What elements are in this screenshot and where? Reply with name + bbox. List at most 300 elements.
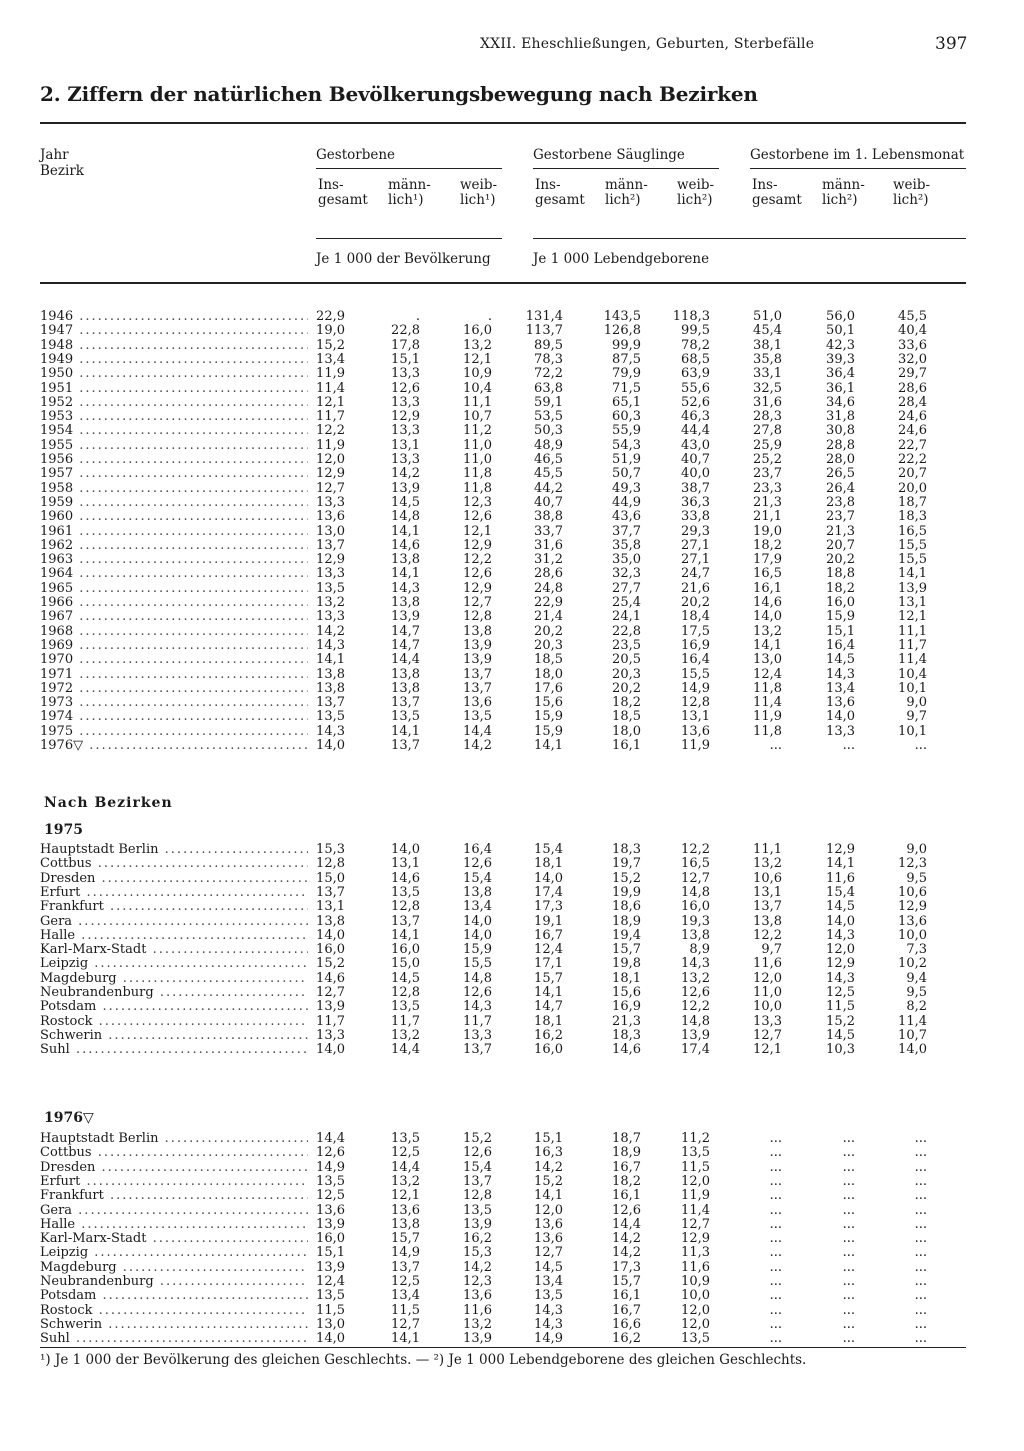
table-cell: 15,1 <box>534 1131 563 1146</box>
table-cell: ... <box>914 738 927 753</box>
table-cell: 17,3 <box>534 899 563 915</box>
table-cell: 15,9 <box>463 942 492 958</box>
year-row-label-text: 1975 <box>40 724 74 739</box>
group-header-lebensmonat: Gestorbene im 1. Lebensmonat <box>750 147 965 163</box>
table-cell: 99,9 <box>612 337 641 353</box>
table-cell: 13,9 <box>316 999 345 1015</box>
table-cell: 11,2 <box>463 423 492 439</box>
bezirk-1975-row <box>0 900 1024 914</box>
table-cell: 21,1 <box>753 509 782 525</box>
subheader-s-ins-2: gesamt <box>535 192 585 208</box>
table-cell: 63,8 <box>534 380 563 396</box>
table-cell: 9,7 <box>761 942 782 958</box>
bezirk-1975-row-label-text: Dresden <box>40 871 96 886</box>
table-cell: ... <box>769 1159 782 1175</box>
table-cell: 14,0 <box>753 609 782 625</box>
table-cell: 11,7 <box>316 1013 345 1029</box>
year-row-label-text: 1962 <box>40 538 74 553</box>
table-cell: 38,7 <box>681 480 710 496</box>
table-cell: ... <box>914 1173 927 1189</box>
year-row <box>0 339 1024 353</box>
table-cell: 16,7 <box>534 927 563 943</box>
table-cell: ... <box>769 1173 782 1189</box>
table-cell: 13,2 <box>391 1027 420 1043</box>
bezirk-1975-row <box>0 943 1024 957</box>
table-cell: 11,5 <box>681 1159 710 1175</box>
year-row <box>0 582 1024 596</box>
table-cell: 12,6 <box>612 1202 641 1218</box>
table-cell: 12,6 <box>463 509 492 525</box>
table-cell: 25,9 <box>753 437 782 453</box>
table-cell: 13,1 <box>681 709 710 725</box>
table-cell: 35,8 <box>753 351 782 367</box>
table-cell: 14,0 <box>534 870 563 886</box>
table-cell: 13,1 <box>391 856 420 872</box>
table-cell: 18,1 <box>612 970 641 986</box>
table-cell: 15,7 <box>391 1231 420 1247</box>
table-cell: 46,5 <box>534 452 563 467</box>
table-cell: 15,1 <box>391 351 420 367</box>
bezirk-1975-row <box>0 1015 1024 1029</box>
subheader-l-ins-2: gesamt <box>752 192 802 208</box>
table-cell: 18,3 <box>898 509 927 525</box>
table-cell: 13,2 <box>753 856 782 872</box>
table-cell: ... <box>842 1316 855 1332</box>
table-cell: 13,9 <box>463 652 492 668</box>
table-cell: 23,7 <box>753 466 782 482</box>
table-cell: 15,4 <box>463 1159 492 1175</box>
table-cell: 12,9 <box>463 537 492 553</box>
table-cell: 13,4 <box>391 1288 420 1304</box>
table-cell: ... <box>914 1274 927 1289</box>
bezirk-1975-row <box>0 1029 1024 1043</box>
table-cell: 11,9 <box>316 366 345 382</box>
subheader-l-m-1: männ- <box>822 177 865 193</box>
table-cell: 12,1 <box>463 351 492 367</box>
table-cell: 14,4 <box>316 1131 345 1146</box>
table-cell: 10,6 <box>753 870 782 886</box>
table-cell: 10,0 <box>681 1288 710 1304</box>
table-cell: 16,1 <box>612 1288 641 1304</box>
table-cell: 15,4 <box>463 870 492 886</box>
table-cell: 14,1 <box>534 985 563 1000</box>
table-cell: 14,5 <box>391 494 420 510</box>
table-cell: 11,6 <box>826 870 855 886</box>
year-row <box>0 710 1024 724</box>
table-cell: ... <box>769 1216 782 1232</box>
year-row-label-text: 1956 <box>40 453 74 467</box>
table-cell: 19,4 <box>612 927 641 943</box>
table-cell: 24,8 <box>534 580 563 596</box>
table-cell: 51,0 <box>753 309 782 324</box>
year-row-label-text: 1976▽ <box>40 739 84 753</box>
bezirk-1975-row-label-text: Frankfurt <box>40 900 104 915</box>
table-cell: 13,8 <box>463 884 492 900</box>
table-cell: 10,6 <box>898 884 927 900</box>
table-cell: 15,1 <box>826 623 855 639</box>
bezirk-1976-row-label-text: Cottbus <box>40 1146 92 1161</box>
table-cell: 10,0 <box>898 927 927 943</box>
table-cell: ... <box>769 1316 782 1332</box>
table-cell: 18,5 <box>612 709 641 725</box>
table-cell: ... <box>769 1274 782 1289</box>
table-cell: 40,7 <box>534 494 563 510</box>
table-cell: 11,9 <box>316 437 345 453</box>
running-header: XXII. Eheschließungen, Geburten, Sterbefälle <box>480 36 815 52</box>
table-cell: 45,4 <box>753 323 782 339</box>
table-cell: 12,7 <box>316 480 345 496</box>
table-cell: 16,5 <box>898 523 927 539</box>
table-cell: 12,9 <box>826 956 855 972</box>
year-row <box>0 453 1024 467</box>
table-cell: 14,1 <box>391 523 420 539</box>
year-row-label-text: 1952 <box>40 395 74 410</box>
table-cell: ... <box>914 1231 927 1247</box>
table-cell: 14,0 <box>898 1042 927 1058</box>
table-cell: 8,9 <box>689 942 710 958</box>
table-cell: 31,8 <box>826 409 855 425</box>
table-cell: 31,6 <box>753 394 782 410</box>
subheader-s-m-1: männ- <box>605 177 648 193</box>
table-cell: 17,5 <box>681 623 710 639</box>
table-cell: 131,4 <box>525 309 563 324</box>
table-cell: 33,1 <box>753 366 782 382</box>
table-cell: 11,5 <box>316 1302 345 1318</box>
table-cell: ... <box>914 1288 927 1304</box>
year-row <box>0 596 1024 610</box>
table-cell: 14,2 <box>391 466 420 482</box>
table-cell: 32,3 <box>612 566 641 582</box>
bezirk-1975-row-label-text: Neubrandenburg <box>40 986 154 1000</box>
table-cell: 13,3 <box>391 394 420 410</box>
year-row-label-text: 1969 <box>40 638 74 653</box>
table-cell: 49,3 <box>612 480 641 496</box>
table-cell: 23,7 <box>826 509 855 525</box>
table-cell: 12,6 <box>391 380 420 396</box>
table-cell: ... <box>769 1259 782 1275</box>
table-cell: 39,3 <box>826 351 855 367</box>
table-cell: 13,6 <box>898 913 927 929</box>
table-cell: 14,3 <box>826 970 855 986</box>
table-cell: 12,6 <box>463 1145 492 1161</box>
bezirk-1976-row <box>0 1304 1024 1318</box>
group-rule-3 <box>750 168 966 169</box>
table-cell: 12,6 <box>463 985 492 1000</box>
table-cell: 12,5 <box>391 1274 420 1289</box>
table-cell: 13,8 <box>681 927 710 943</box>
table-cell: 29,7 <box>898 366 927 382</box>
table-cell: 13,1 <box>316 899 345 915</box>
table-cell: 11,8 <box>753 680 782 696</box>
table-cell: 14,0 <box>391 842 420 857</box>
table-cell: ... <box>914 1331 927 1347</box>
table-cell: 15,2 <box>534 1173 563 1189</box>
year-row-label-text: 1957 <box>40 467 74 482</box>
table-cell: ... <box>842 1245 855 1261</box>
bezirk-1975-row <box>0 929 1024 943</box>
table-cell: 16,0 <box>534 1042 563 1058</box>
table-cell: 50,3 <box>534 423 563 439</box>
table-cell: 18,4 <box>681 609 710 625</box>
table-cell: 16,0 <box>316 1231 345 1247</box>
table-cell: 14,2 <box>612 1231 641 1247</box>
table-cell: 35,0 <box>612 552 641 568</box>
table-cell: 12,5 <box>826 985 855 1000</box>
table-cell: 11,4 <box>316 380 345 396</box>
table-cell: 28,8 <box>826 437 855 453</box>
table-cell: 11,1 <box>753 842 782 857</box>
subheader-s-ins-1: Ins- <box>535 177 561 193</box>
table-cell: 16,5 <box>753 566 782 582</box>
table-cell: 30,8 <box>826 423 855 439</box>
table-cell: 46,3 <box>681 409 710 425</box>
subheader-l-w-2: lich²) <box>893 192 929 208</box>
bezirk-1975-row <box>0 886 1024 900</box>
table-cell: 13,6 <box>316 509 345 525</box>
table-cell: 14,7 <box>391 623 420 639</box>
table-cell: 14,3 <box>826 927 855 943</box>
table-cell: 14,6 <box>391 537 420 553</box>
table-cell: 14,3 <box>391 580 420 596</box>
table-cell: 12,9 <box>316 552 345 568</box>
table-cell: 13,6 <box>534 1231 563 1247</box>
table-cell: 10,3 <box>826 1042 855 1058</box>
table-cell: 15,0 <box>391 956 420 972</box>
table-cell: . <box>487 309 492 324</box>
table-cell: 13,2 <box>753 623 782 639</box>
table-cell: 10,1 <box>898 680 927 696</box>
table-cell: 12,8 <box>463 609 492 625</box>
table-cell: 15,3 <box>316 842 345 857</box>
section-1976-heading: 1976▽ <box>44 1110 94 1126</box>
subheader-g-m-1: männ- <box>388 177 431 193</box>
bezirk-1976-row <box>0 1261 1024 1275</box>
table-cell: 12,2 <box>316 423 345 439</box>
table-cell: 143,5 <box>603 309 641 324</box>
table-cell: 13,7 <box>391 913 420 929</box>
bezirk-1975-row-label-text: Suhl <box>40 1043 70 1058</box>
table-cell: 13,3 <box>316 494 345 510</box>
table-cell: 18,9 <box>612 1145 641 1161</box>
bezirk-1975-row <box>0 957 1024 971</box>
table-cell: 17,9 <box>753 552 782 568</box>
table-cell: 28,4 <box>898 394 927 410</box>
table-cell: 10,9 <box>463 366 492 382</box>
table-cell: 13,6 <box>463 695 492 711</box>
table-cell: 13,8 <box>316 680 345 696</box>
subheader-g-ins-2: gesamt <box>318 192 368 208</box>
table-cell: 14,9 <box>681 680 710 696</box>
table-cell: 13,7 <box>463 1173 492 1189</box>
table-cell: 27,1 <box>681 537 710 553</box>
table-cell: 18,7 <box>612 1131 641 1146</box>
table-cell: 38,1 <box>753 337 782 353</box>
table-cell: 20,2 <box>612 680 641 696</box>
bezirk-1976-row <box>0 1246 1024 1260</box>
bezirk-1975-row-label-text: Schwerin <box>40 1028 103 1043</box>
table-cell: 13,5 <box>391 709 420 725</box>
table-cell: 9,0 <box>906 695 927 711</box>
table-cell: 23,3 <box>753 480 782 496</box>
table-cell: 16,1 <box>612 738 641 753</box>
table-cell: 12,3 <box>463 494 492 510</box>
table-cell: 14,1 <box>534 738 563 753</box>
table-cell: 16,1 <box>612 1188 641 1204</box>
table-cell: 12,2 <box>681 999 710 1015</box>
table-cell: 13,2 <box>391 1173 420 1189</box>
table-cell: 18,6 <box>612 899 641 915</box>
table-cell: ... <box>769 1188 782 1204</box>
table-cell: 12,6 <box>316 1145 345 1161</box>
table-cell: 13,7 <box>391 695 420 711</box>
table-cell: 14,0 <box>316 927 345 943</box>
year-row-label-text: 1953 <box>40 410 74 425</box>
nach-bezirken-heading: Nach Bezirken <box>44 795 173 811</box>
table-cell: 13,3 <box>316 566 345 582</box>
table-cell: 27,8 <box>753 423 782 439</box>
table-cell: 38,8 <box>534 509 563 525</box>
table-cell: 13,8 <box>316 913 345 929</box>
bezirk-1976-row-label-text: Magdeburg <box>40 1260 117 1275</box>
table-cell: 12,9 <box>898 899 927 915</box>
table-cell: 17,4 <box>681 1042 710 1058</box>
table-cell: 13,7 <box>463 666 492 682</box>
table-cell: ... <box>769 738 782 753</box>
table-cell: 14,4 <box>391 1042 420 1058</box>
table-cell: 23,5 <box>612 637 641 653</box>
table-cell: 13,1 <box>898 595 927 610</box>
table-cell: ... <box>769 1302 782 1318</box>
table-cell: 21,3 <box>753 494 782 510</box>
bezirk-1976-row-label-text: Dresden <box>40 1160 96 1175</box>
table-cell: 21,4 <box>534 609 563 625</box>
bezirk-1976-row-label-text: Leipzig <box>40 1246 89 1261</box>
table-cell: 36,1 <box>826 380 855 396</box>
table-cell: 18,7 <box>898 494 927 510</box>
table-cell: 55,9 <box>612 423 641 439</box>
year-row-label-text: 1972 <box>40 681 74 696</box>
table-cell: 13,7 <box>463 1042 492 1058</box>
table-cell: 19,8 <box>612 956 641 972</box>
table-cell: 13,9 <box>391 480 420 496</box>
table-cell: 13,8 <box>391 595 420 610</box>
table-cell: 16,2 <box>612 1331 641 1347</box>
year-row-label-text: 1946 <box>40 310 74 324</box>
bezirk-1975-row <box>0 1000 1024 1014</box>
table-cell: ... <box>842 1288 855 1304</box>
table-cell: 17,1 <box>534 956 563 972</box>
table-cell: 15,4 <box>534 842 563 857</box>
table-cell: 34,6 <box>826 394 855 410</box>
table-cell: 78,2 <box>681 337 710 353</box>
table-cell: 13,8 <box>391 680 420 696</box>
table-cell: 13,8 <box>753 913 782 929</box>
table-cell: 11,8 <box>463 466 492 482</box>
bezirk-1975-row-label-text: Gera <box>40 914 73 929</box>
table-cell: 13,7 <box>463 680 492 696</box>
table-cell: 12,0 <box>681 1316 710 1332</box>
bezirk-1976-row-label-text: Schwerin <box>40 1317 103 1332</box>
bezirk-1976-row <box>0 1332 1024 1346</box>
table-cell: 11,5 <box>826 999 855 1015</box>
table-cell: 9,0 <box>906 842 927 857</box>
year-row <box>0 353 1024 367</box>
year-row-label-text: 1954 <box>40 424 74 439</box>
table-cell: 12,6 <box>681 985 710 1000</box>
table-cell: 12,7 <box>463 595 492 610</box>
table-cell: 19,9 <box>612 884 641 900</box>
table-cell: 40,7 <box>681 452 710 467</box>
table-cell: 22,8 <box>391 323 420 339</box>
table-cell: 14,4 <box>612 1216 641 1232</box>
table-cell: 10,4 <box>463 380 492 396</box>
table-cell: 26,4 <box>826 480 855 496</box>
table-cell: ... <box>914 1316 927 1332</box>
table-cell: 15,5 <box>898 552 927 568</box>
group-header-saeuglinge: Gestorbene Säuglinge <box>533 147 685 163</box>
table-cell: 13,4 <box>826 680 855 696</box>
table-cell: 12,7 <box>316 985 345 1000</box>
table-cell: 19,3 <box>681 913 710 929</box>
table-cell: 17,3 <box>612 1259 641 1275</box>
table-cell: 15,5 <box>898 537 927 553</box>
table-cell: 13,6 <box>681 723 710 739</box>
table-cell: 72,2 <box>534 366 563 382</box>
table-cell: 15,6 <box>534 695 563 711</box>
table-cell: 11,1 <box>898 623 927 639</box>
table-cell: 12,7 <box>681 870 710 886</box>
table-cell: 14,2 <box>463 738 492 753</box>
table-cell: 53,5 <box>534 409 563 425</box>
year-row <box>0 567 1024 581</box>
table-cell: 24,6 <box>898 423 927 439</box>
table-cell: 35,8 <box>612 537 641 553</box>
table-cell: 48,9 <box>534 437 563 453</box>
table-cell: 24,6 <box>898 409 927 425</box>
table-cell: 15,1 <box>316 1245 345 1261</box>
table-cell: 11,6 <box>463 1302 492 1318</box>
table-cell: 12,4 <box>316 1274 345 1289</box>
year-row-label-text: 1970 <box>40 653 74 668</box>
table-cell: ... <box>769 1331 782 1347</box>
table-cell: 12,7 <box>391 1316 420 1332</box>
table-cell: 28,6 <box>534 566 563 582</box>
table-cell: 13,5 <box>681 1145 710 1161</box>
table-cell: 13,6 <box>463 1288 492 1304</box>
table-cell: 44,4 <box>681 423 710 439</box>
table-cell: 12,4 <box>534 942 563 958</box>
table-cell: 14,9 <box>534 1331 563 1347</box>
table-cell: 19,1 <box>534 913 563 929</box>
table-cell: 15,3 <box>463 1245 492 1261</box>
table-cell: ... <box>914 1202 927 1218</box>
table-cell: ... <box>769 1202 782 1218</box>
table-cell: . <box>415 309 420 324</box>
table-cell: 18,2 <box>612 695 641 711</box>
table-cell: 16,4 <box>826 637 855 653</box>
table-cell: 13,5 <box>463 1202 492 1218</box>
table-cell: 13,3 <box>463 1027 492 1043</box>
table-cell: 118,3 <box>672 309 710 324</box>
year-row-label-text: 1963 <box>40 553 74 568</box>
table-cell: 16,4 <box>681 652 710 668</box>
year-row-label-text: 1966 <box>40 596 74 610</box>
bezirk-1976-row-label-text: Neubrandenburg <box>40 1275 154 1289</box>
table-cell: 15,7 <box>612 1274 641 1289</box>
page-number: 397 <box>935 34 968 54</box>
year-row-label-text: 1948 <box>40 338 74 353</box>
table-cell: 20,5 <box>612 652 641 668</box>
